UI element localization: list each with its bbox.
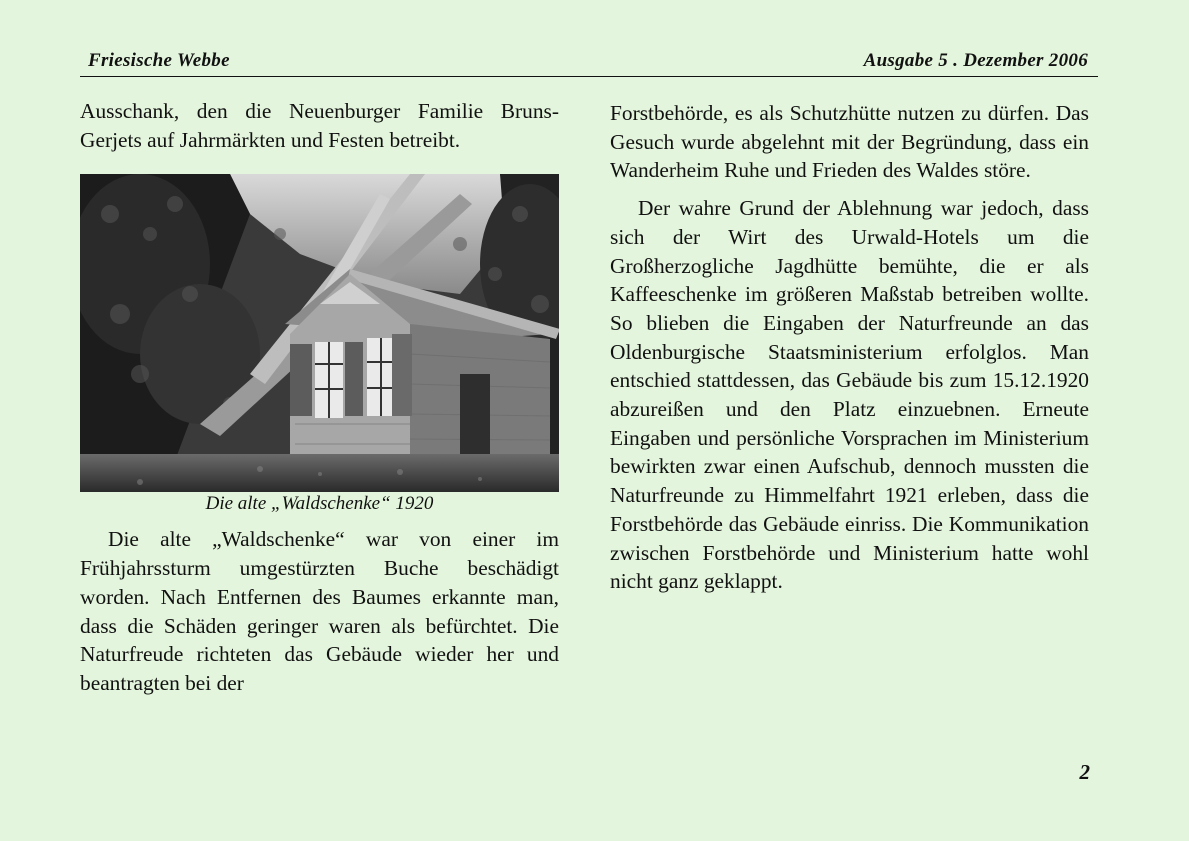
page-number: 2 (1079, 760, 1090, 784)
newsletter-title: Friesische Webbe (88, 50, 230, 71)
left-paragraph-1: Ausschank, den die Neuenburger Familie Bruns-Gerjets auf Jahrmärkten und Festen betreibt. (80, 99, 559, 152)
issue-date: Ausgabe 5 . Dezember 2006 (863, 50, 1088, 71)
waldschenke-photo (80, 174, 559, 492)
left-paragraph-2: Die alte „Waldschenke“ war von einer im Frühjahrssturm umgestürzten Buche beschädigt worden. Nach Entfernen des Baumes erkannte man, dass die Schäden geringer waren als befürchtet. Die Naturfreude richteten das Gebäude wieder her und beantragten bei der (80, 527, 559, 695)
left-column (80, 97, 559, 698)
page-header (80, 48, 1098, 77)
photo-figure (80, 174, 559, 515)
right-paragraph-2: Der wahre Grund der Ablehnung war jedoch, dass sich der Wirt des Urwald-Hotels um die Großherzogliche Jagdhütte bemühte, die er als Kaffeeschenke im größeren Maßstab betreiben wollte. So blieben die Eingaben der Naturfreunde an das Oldenburgische Staatsministerium erfolglos. Man entschied stattdessen, das Gebäude bis zum 15.12.1920 abzureißen und den Platz einzuebnen. Erneute Eingaben und persönliche Vorsprachen im Ministerium bewirkten zwar einen Aufschub, dennoch mussten die Naturfreunde zu Himmelfahrt 1921 erleben, dass die Forstbehörde das Gebäude einriss. Die Kommunikation zwischen Forstbehörde und Ministerium hatte wohl nicht ganz geklappt. (610, 196, 1089, 594)
photo-caption: Die alte „Waldschenke“ 1920 (205, 493, 434, 515)
right-column (610, 99, 1089, 596)
right-paragraph-1: Forstbehörde, es als Schutzhütte nutzen zu dürfen. Das Gesuch wurde abgelehnt mit der Begründung, dass ein Wanderheim Ruhe und Frieden des Waldes störe. (610, 101, 1089, 183)
